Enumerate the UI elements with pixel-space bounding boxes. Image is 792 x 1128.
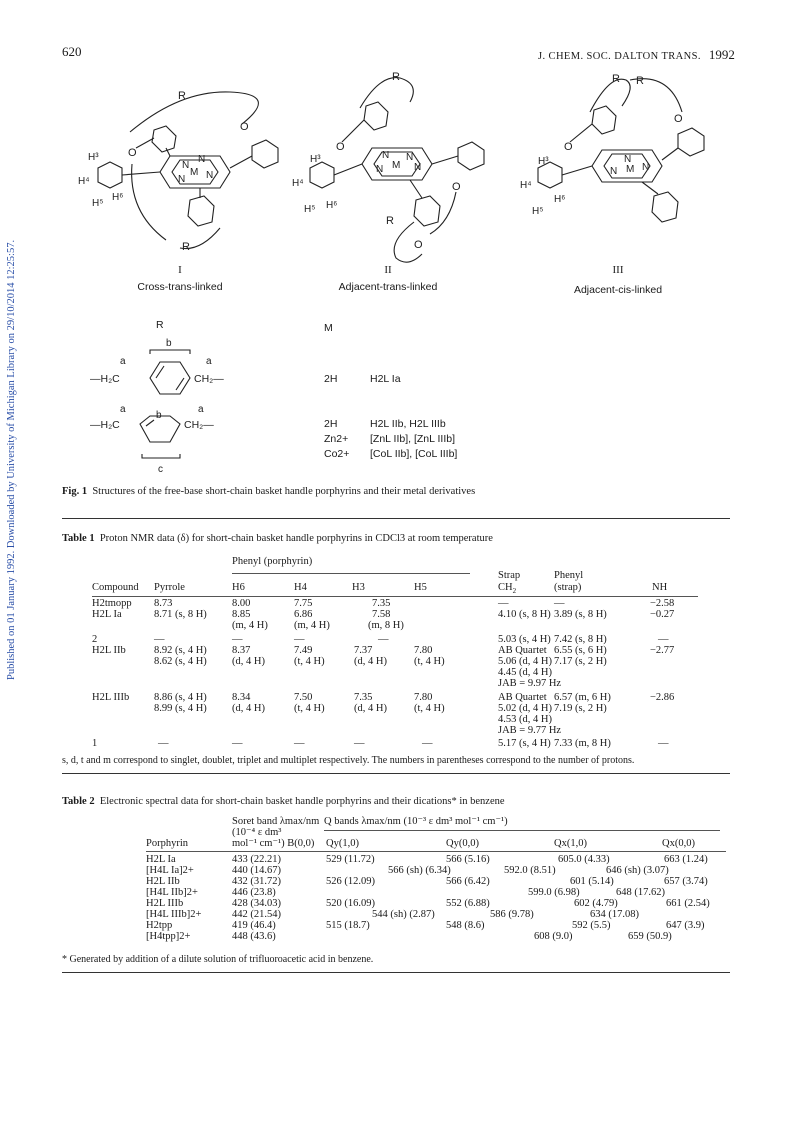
t2-r1-soret: 440 (14.67): [232, 865, 281, 876]
table1-group-rule: [232, 573, 470, 574]
svg-text:N: N: [610, 166, 618, 177]
t2-r3-q0: 599.0 (6.98): [528, 887, 580, 898]
t1-r12-strap: 5.17 (s, 4 H): [498, 738, 551, 749]
t1-r1-compound: H2L Ia: [92, 609, 122, 620]
svg-text:a: a: [206, 356, 212, 367]
t2-r2-q2: 601 (5.14): [570, 876, 614, 887]
t2-r0-q1: 566 (5.16): [446, 854, 490, 865]
t1-r5-pyrrole: 8.62 (s, 4 H): [154, 656, 207, 667]
table1-header-h5: H5: [414, 582, 427, 593]
t1-r3-h6: —: [232, 634, 243, 645]
svg-text:H⁵: H⁵: [92, 198, 104, 209]
table2-header-soret: Soret band λmax/nm: [232, 816, 320, 827]
svg-text:a: a: [198, 404, 204, 415]
t1-r0-compound: H2tmopp: [92, 598, 132, 609]
table1-footnote: s, d, t and m correspond to singlet, doublet, triplet and multiplet respectively. The numbers in parentheses correspond to the number of protons.: [62, 755, 635, 766]
svg-text:N: N: [178, 174, 186, 185]
t1-r6-strap: 4.45 (d, 4 H): [498, 667, 552, 678]
t2-r4-q1: 552 (6.88): [446, 898, 490, 909]
table2-caption: [62, 796, 505, 807]
t2-r6-q0: 515 (18.7): [326, 920, 370, 931]
table1-header-strap: $CH_2$: [498, 582, 517, 596]
t2-r0-q3: 663 (1.24): [664, 854, 708, 865]
table1-header-h3: H3: [352, 582, 365, 593]
t1-r4-h5: 7.80: [414, 645, 433, 656]
t1-r4-phenyl: 6.55 (s, 6 H): [554, 645, 607, 656]
t1-r1-nh: −0.27: [650, 609, 675, 620]
svg-text:H⁴: H⁴: [520, 180, 532, 191]
t1-r2-h3h5: (m, 8 H): [368, 620, 404, 631]
t1-r12-h4: —: [294, 738, 305, 749]
t2-r6-q3: 647 (3.9): [666, 920, 705, 931]
legend-m-header: M: [324, 322, 333, 334]
svg-text:N: N: [182, 160, 190, 171]
legend-row2-m-3: Co2+: [324, 448, 350, 460]
svg-text:N: N: [376, 164, 384, 175]
svg-text:H⁵: H⁵: [304, 204, 316, 215]
t1-r2-h6: (m, 4 H): [232, 620, 268, 631]
t1-r3-strap: 5.03 (s, 4 H): [498, 634, 551, 645]
t2-r7-q1: 659 (50.9): [628, 931, 672, 942]
t1-r8-h5: 7.80: [414, 692, 433, 703]
t2-r4-soret: 428 (34.03): [232, 898, 281, 909]
t1-r3-h3h5: —: [378, 634, 389, 645]
t2-r7-porphyrin: [H4tpp]2+: [146, 931, 191, 942]
legend-r-header: R: [156, 319, 164, 331]
t2-r3-q1: 648 (17.62): [616, 887, 665, 898]
t2-r7-q0: 608 (9.0): [534, 931, 573, 942]
t1-r9-h3: (d, 4 H): [354, 703, 387, 714]
t1-r0-h3h5: 7.35: [372, 598, 391, 609]
t1-r5-h3: (d, 4 H): [354, 656, 387, 667]
t2-r2-q1: 566 (6.42): [446, 876, 490, 887]
svg-text:—H₂C: —H₂C: [90, 419, 120, 431]
t2-r1-porphyrin: [H4L Ia]2+: [146, 865, 194, 876]
t2-r6-porphyrin: H2tpp: [146, 920, 173, 931]
svg-text:R: R: [612, 73, 620, 85]
t2-r5-q1: 586 (9.78): [490, 909, 534, 920]
table2-header-soret-units2: mol⁻¹ cm⁻¹) B(0,0): [232, 838, 315, 849]
table2: [62, 816, 730, 964]
table2-header-qy10: Qy(1,0): [326, 838, 359, 849]
t1-r1-h3h5: 7.58: [372, 609, 391, 620]
svg-text:O: O: [674, 113, 683, 125]
t2-r3-porphyrin: [H4L IIb]2+: [146, 887, 198, 898]
t1-r5-h4: (t, 4 H): [294, 656, 325, 667]
t1-r4-h4: 7.49: [294, 645, 313, 656]
svg-text:N: N: [642, 162, 650, 173]
t1-r4-h3: 7.37: [354, 645, 373, 656]
t1-r5-h5: (t, 4 H): [414, 656, 445, 667]
svg-text:H⁴: H⁴: [78, 176, 90, 187]
t2-r1-q1: 592.0 (8.51): [504, 865, 556, 876]
page-number: 620: [62, 44, 82, 59]
t1-r8-phenyl: 6.57 (m, 6 H): [554, 692, 611, 703]
t2-r4-q0: 520 (16.09): [326, 898, 375, 909]
svg-text:R: R: [636, 75, 644, 87]
structure-III-drawing: [520, 73, 704, 222]
legend-row2-compound-1: H2L IIb, H2L IIIb: [370, 418, 446, 430]
t2-r4-q3: 661 (2.54): [666, 898, 710, 909]
table2-title: Electronic spectral data for short-chain basket handle porphyrins and their dications* in benzene: [99, 796, 505, 807]
t1-r8-pyrrole: 8.86 (s, 4 H): [154, 692, 207, 703]
table1-title: Proton NMR data (δ) for short-chain basket handle porphyrins in CDCl3 at room temperature: [99, 533, 493, 544]
structure-I-drawing: [78, 90, 278, 253]
t2-r0-q0: 529 (11.72): [326, 854, 375, 865]
table2-footnote: * Generated by addition of a dilute solution of trifluoroacetic acid in benzene.: [62, 954, 374, 965]
legend-row2-m-2: Zn2+: [324, 433, 349, 445]
t1-r3-compound: 2: [92, 634, 98, 645]
svg-text:M: M: [626, 164, 635, 175]
journal-year: 1992: [708, 47, 735, 62]
svg-text:c: c: [158, 464, 163, 475]
table2-header-soret-units1: (10⁻⁴ ε dm³: [232, 827, 282, 838]
table2-header-qx10: Qx(1,0): [554, 838, 587, 849]
svg-text:R: R: [392, 72, 400, 83]
t1-r7-strap: JAB = 9.97 Hz: [498, 678, 562, 689]
svg-text:H³: H³: [310, 154, 321, 165]
table2-header-rule: [146, 851, 726, 852]
svg-text:O: O: [452, 181, 461, 193]
structure-I-numeral: I: [178, 264, 182, 276]
t1-r5-phenyl: 7.17 (s, 2 H): [554, 656, 607, 667]
t2-r2-q0: 526 (12.09): [326, 876, 375, 887]
t1-r3-h4: —: [294, 634, 305, 645]
svg-text:O: O: [128, 147, 137, 159]
download-watermark: Published on 01 January 1992. Downloaded by University of Michigan Library on 29/10/2014 12:25:57.: [6, 239, 17, 680]
t2-r3-soret: 446 (23.8): [232, 887, 276, 898]
structure-III-name: Adjacent-cis-linked: [573, 284, 663, 296]
table2-header-qx00: Qx(0,0): [662, 838, 695, 849]
t1-r8-compound: H2L IIIb: [92, 692, 130, 703]
svg-text:M: M: [190, 167, 199, 178]
t1-r9-h6: (d, 4 H): [232, 703, 265, 714]
figure-caption-text: Structures of the free-base short-chain basket handle porphyrins and their metal derivatives: [92, 486, 476, 497]
t1-r4-h6: 8.37: [232, 645, 251, 656]
table2-q-rule: [324, 830, 720, 831]
t2-r5-porphyrin: [H4L IIIb]2+: [146, 909, 202, 920]
svg-text:—H₂C: —H₂C: [90, 373, 120, 385]
strap-groups-drawing: [90, 330, 290, 480]
figure-caption-label: Fig. 1: [62, 486, 88, 497]
table2-header-q: Q bands λmax/nm (10⁻³ ε dm³ mol⁻¹ cm⁻¹): [324, 816, 508, 827]
t2-r5-q0: 544 (sh) (2.87): [372, 909, 435, 920]
t1-r4-pyrrole: 8.92 (s, 4 H): [154, 645, 207, 656]
t1-r9-h4: (t, 4 H): [294, 703, 325, 714]
table1-top-rule: [62, 518, 730, 519]
t2-r2-porphyrin: H2L IIb: [146, 876, 180, 887]
table1-bottom-rule: [62, 773, 730, 774]
t1-r8-nh: −2.86: [650, 692, 675, 703]
svg-text:M: M: [392, 160, 401, 171]
svg-text:a: a: [120, 356, 126, 367]
t1-r1-phenyl: 3.89 (s, 8 H): [554, 609, 607, 620]
t1-r1-h6: 8.85: [232, 609, 251, 620]
table1-header-compound: Compound: [92, 582, 139, 593]
t1-r3-pyrrole: —: [154, 634, 165, 645]
t1-r8-h3: 7.35: [354, 692, 373, 703]
table1-label: Table 1: [62, 533, 95, 544]
t1-r0-nh: −2.58: [650, 598, 675, 609]
svg-text:b: b: [156, 410, 162, 421]
t1-r4-strap: AB Quartet: [498, 645, 547, 656]
structure-I-name: Cross-trans-linked: [137, 281, 223, 293]
svg-text:R: R: [182, 241, 190, 253]
svg-text:N: N: [198, 154, 206, 165]
svg-text:R: R: [386, 215, 394, 227]
t1-r12-h6: —: [232, 738, 243, 749]
t1-r3-nh: —: [658, 634, 669, 645]
table1-header-h4: H4: [294, 582, 307, 593]
structure-II-drawing: [292, 72, 484, 262]
structure-II-name: Adjacent-trans-linked: [338, 281, 438, 293]
table2-header-porphyrin: Porphyrin: [146, 838, 188, 849]
svg-text:N: N: [206, 170, 214, 181]
svg-text:CH₂—: CH₂—: [184, 419, 214, 431]
t1-r0-h4: 7.75: [294, 598, 313, 609]
legend-row1-m: 2H: [324, 373, 338, 385]
svg-text:O: O: [336, 141, 345, 153]
table1-header-rule: [92, 596, 698, 597]
svg-text:H³: H³: [538, 156, 549, 167]
t1-r3-phenyl: 7.42 (s, 8 H): [554, 634, 607, 645]
structure-II-numeral: II: [384, 264, 392, 276]
table1-caption: [62, 533, 493, 544]
svg-text:O: O: [240, 121, 249, 133]
table1: [62, 556, 730, 756]
svg-text:CH₂—: CH₂—: [194, 373, 224, 385]
svg-text:H⁶: H⁶: [112, 192, 124, 203]
t1-r11-strap: JAB = 9.77 Hz: [498, 725, 562, 736]
t2-r6-soret: 419 (46.4): [232, 920, 276, 931]
t2-r0-porphyrin: H2L Ia: [146, 854, 176, 865]
svg-text:N: N: [382, 150, 390, 161]
legend-row2-compound-2: [ZnL IIb], [ZnL IIIb]: [370, 433, 456, 445]
t1-r8-strap: AB Quartet: [498, 692, 547, 703]
t2-r1-q0: 566 (sh) (6.34): [388, 865, 451, 876]
t2-r5-q2: 634 (17.08): [590, 909, 639, 920]
svg-text:N: N: [406, 152, 414, 163]
svg-text:O: O: [564, 141, 573, 153]
running-header: [538, 46, 735, 64]
t1-r12-h5: —: [422, 738, 433, 749]
table1-header-phenyl: (strap): [554, 582, 582, 593]
t2-r0-q2: 605.0 (4.33): [558, 854, 610, 865]
t2-r2-q3: 657 (3.74): [664, 876, 708, 887]
svg-text:a: a: [120, 404, 126, 415]
t2-r5-soret: 442 (21.54): [232, 909, 281, 920]
table2-bottom-rule: [62, 972, 730, 973]
table1-header-phenyl-1: Phenyl: [554, 570, 584, 581]
table1-header-strap-1: Strap: [498, 570, 521, 581]
t2-r2-soret: 432 (31.72): [232, 876, 281, 887]
svg-text:H⁴: H⁴: [292, 178, 304, 189]
legend-row1-compound: H2L Ia: [370, 373, 401, 385]
svg-text:H⁶: H⁶: [554, 194, 566, 205]
t2-r4-q2: 602 (4.79): [574, 898, 618, 909]
t1-r5-strap: 5.06 (d, 4 H): [498, 656, 552, 667]
t1-r12-pyrrole: —: [158, 738, 169, 749]
structure-III-numeral: III: [612, 264, 624, 276]
t1-r12-compound: 1: [92, 738, 98, 749]
table2-header-qy00: Qy(0,0): [446, 838, 479, 849]
table1-header-pyrrole: Pyrrole: [154, 582, 185, 593]
svg-text:R: R: [178, 90, 186, 102]
svg-text:O: O: [414, 239, 423, 251]
table1-header-nh: NH: [652, 582, 668, 593]
t1-r12-phenyl: 7.33 (m, 8 H): [554, 738, 611, 749]
porphyrin-structures-drawing: [70, 72, 750, 277]
t1-r0-h6: 8.00: [232, 598, 251, 609]
svg-text:H³: H³: [88, 152, 99, 163]
t2-r4-porphyrin: H2L IIIb: [146, 898, 184, 909]
t1-r8-h4: 7.50: [294, 692, 313, 703]
table1-header-h6: H6: [232, 582, 245, 593]
t1-r5-h6: (d, 4 H): [232, 656, 265, 667]
t1-r1-pyrrole: 8.71 (s, 8 H): [154, 609, 207, 620]
t1-r0-pyrrole: 8.73: [154, 598, 173, 609]
t1-r12-nh: —: [658, 738, 669, 749]
t1-r1-h4: 6.86: [294, 609, 313, 620]
table1-group-header: Phenyl (porphyrin): [232, 556, 313, 567]
t2-r7-soret: 448 (43.6): [232, 931, 276, 942]
t1-r4-nh: −2.77: [650, 645, 675, 656]
t2-r6-q1: 548 (8.6): [446, 920, 485, 931]
figure-caption: [62, 486, 475, 497]
t1-r0-strap: —: [498, 598, 509, 609]
svg-text:H⁵: H⁵: [532, 206, 544, 217]
t2-r0-soret: 433 (22.21): [232, 854, 281, 865]
legend-row2-m-1: 2H: [324, 418, 338, 430]
t2-r1-q2: 646 (sh) (3.07): [606, 865, 669, 876]
t1-r9-h5: (t, 4 H): [414, 703, 445, 714]
table2-label: Table 2: [62, 796, 95, 807]
journal-name: J. CHEM. SOC. DALTON TRANS.: [538, 51, 701, 62]
t1-r2-h4: (m, 4 H): [294, 620, 330, 631]
t1-r1-strap: 4.10 (s, 8 H): [498, 609, 551, 620]
svg-text:N: N: [624, 154, 632, 165]
t2-r6-q2: 592 (5.5): [572, 920, 611, 931]
svg-text:N: N: [414, 162, 422, 173]
t1-r4-compound: H2L IIb: [92, 645, 126, 656]
t1-r0-phenyl: —: [554, 598, 565, 609]
t1-r12-h3: —: [354, 738, 365, 749]
legend-row2-compound-3: [CoL IIb], [CoL IIIb]: [370, 448, 458, 460]
t1-r8-h6: 8.34: [232, 692, 251, 703]
t1-r9-pyrrole: 8.99 (s, 4 H): [154, 703, 207, 714]
t1-r9-phenyl: 7.19 (s, 2 H): [554, 703, 607, 714]
svg-text:b: b: [166, 338, 172, 349]
t1-r10-strap: 4.53 (d, 4 H): [498, 714, 552, 725]
svg-text:H⁶: H⁶: [326, 200, 338, 211]
t1-r9-strap: 5.02 (d, 4 H): [498, 703, 552, 714]
